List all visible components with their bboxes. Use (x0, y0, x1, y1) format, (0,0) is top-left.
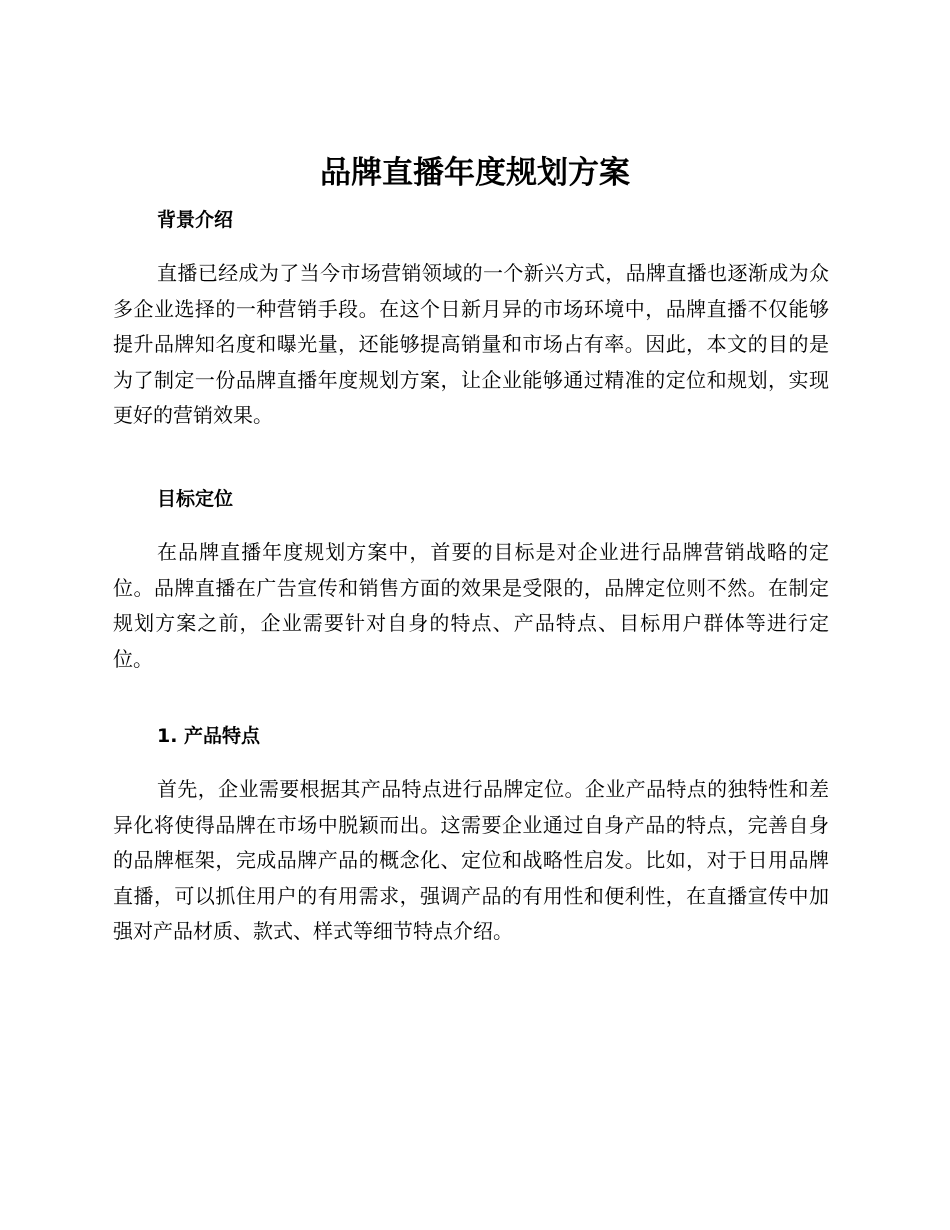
section-heading-product-features: 1. 产品特点 (157, 725, 261, 747)
section-paragraph-background: 直播已经成为了当今市场营销领域的一个新兴方式，品牌直播也逐渐成为众多企业选择的一种营销手段。在这个日新月异的市场环境中，品牌直播不仅能够提升品牌知名度和曝光量，还能够提高销量和市场占有率。因此，本文的目的是为了制定一份品牌直播年度规划方案，让企业能够通过精准的定位和规划，实现更好的营销效果。 (113, 261, 829, 427)
section-heading-background: 背景介绍 (157, 209, 234, 231)
section-paragraph-target-positioning: 在品牌直播年度规划方案中，首要的目标是对企业进行品牌营销战略的定位。品牌直播在广告宣传和销售方面的效果是受限的，品牌定位则不然。在制定规划方案之前，企业需要针对自身的特点、产品特点、目标用户群体等进行定位。 (113, 540, 829, 671)
document-title: 品牌直播年度规划方案 (320, 155, 630, 191)
section-paragraph-product-features: 首先，企业需要根据其产品特点进行品牌定位。企业产品特点的独特性和差异化将使得品牌在市场中脱颖而出。这需要企业通过自身产品的特点，完善自身的品牌框架，完成品牌产品的概念化、定位和战略性启发。比如，对于日用品牌直播，可以抓住用户的有用需求，强调产品的有用性和便利性，在直播宣传中加强对产品材质、款式、样式等细节特点介绍。 (113, 777, 829, 943)
section-heading-target-positioning: 目标定位 (157, 488, 234, 510)
